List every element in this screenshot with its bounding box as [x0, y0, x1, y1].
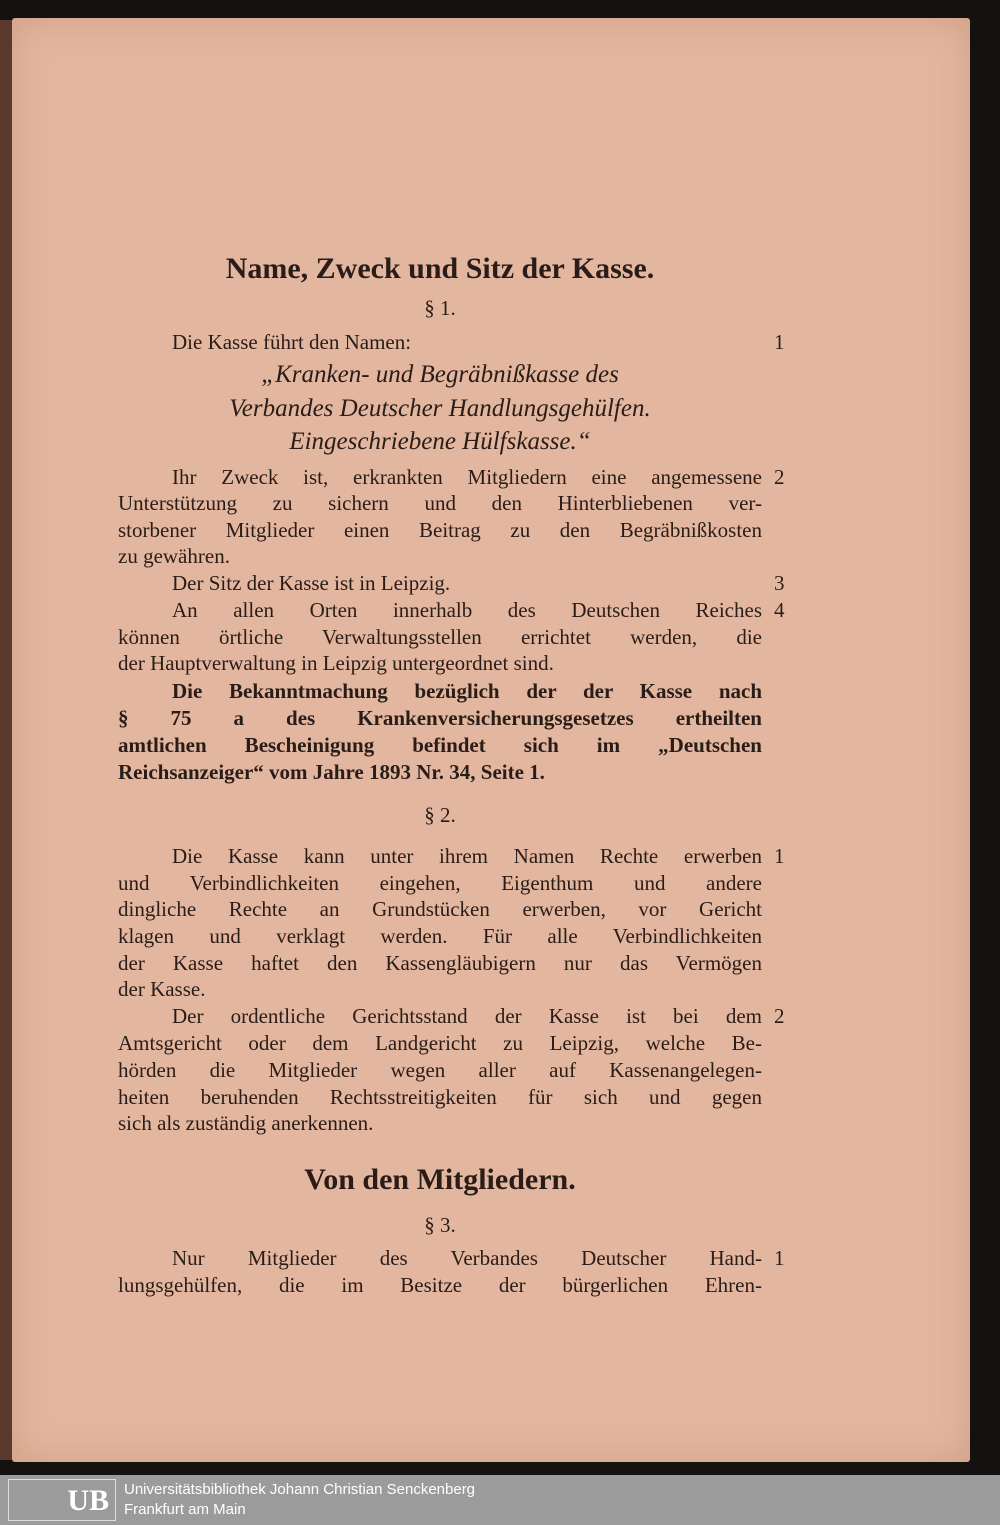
paragraph-number: § 2. [424, 803, 456, 827]
text-line: Der ordentliche Gerichtsstand der Kasse ist bei dem [172, 1004, 762, 1028]
text-line: der Hauptverwaltung in Leipzig untergeordnet sind. [118, 651, 554, 675]
section-heading: Von den Mitgliedern. [304, 1163, 576, 1196]
margin-number: 4 [774, 598, 785, 622]
text-line: Die Kasse führt den Namen: [172, 330, 412, 354]
text-line: Ihr Zweck ist, erkrankten Mitgliedern eine angemessene [172, 465, 762, 489]
text-line: Nur Mitglieder des Verbandes Deutscher Hand- [172, 1246, 762, 1270]
text-line: An allen Orten innerhalb des Deutschen Reiches [172, 598, 762, 622]
text-line: heiten beruhenden Rechtsstreitigkeiten für sich und gegen [118, 1085, 762, 1109]
text-line: zu gewähren. [118, 544, 230, 568]
text-line: § 75 a des Krankenversicherungsgesetzes ertheilten [118, 706, 762, 730]
margin-number: 1 [774, 844, 785, 868]
ub-logo: UB [8, 1479, 116, 1521]
text-line: und Verbindlichkeiten eingehen, Eigenthum und andere [118, 871, 762, 895]
margin-number: 1 [774, 1246, 785, 1270]
library-name: Universitätsbibliothek Johann Christian Senckenberg [124, 1481, 476, 1498]
text-line: Der Sitz der Kasse ist in Leipzig. [172, 571, 451, 595]
section-heading: Name, Zweck und Sitz der Kasse. [225, 252, 655, 285]
text-line: lungsgehülfen, die im Besitze der bürgerlichen Ehren- [118, 1273, 762, 1297]
paragraph-number: § 1. [424, 296, 456, 320]
text-line: Amtsgericht oder dem Landgericht zu Leipzig, welche Be- [118, 1031, 762, 1055]
text-line: Reichsanzeiger“ vom Jahre 1893 Nr. 34, Seite 1. [118, 760, 545, 784]
text-line: amtlichen Bescheinigung befindet sich im „Deutschen [118, 733, 762, 757]
text-line: der Kasse haftet den Kassengläubigern nur das Vermögen [118, 951, 762, 975]
margin-number: 2 [774, 465, 785, 489]
text-line: Eingeschriebene Hülfskasse.“ [289, 428, 591, 455]
text-line: Die Kasse kann unter ihrem Namen Rechte erwerben [172, 844, 762, 868]
text-line: „Kranken- und Begräbnißkasse des [261, 361, 619, 388]
text-line: der Kasse. [118, 977, 206, 1001]
text-line: sich als zuständig anerkennen. [118, 1111, 374, 1135]
text-line: dingliche Rechte an Grundstücken erwerben, vor Gericht [118, 897, 762, 921]
text-line: können örtliche Verwaltungsstellen errichtet werden, die [118, 625, 762, 649]
book-spine [0, 20, 12, 1460]
margin-number: 2 [774, 1004, 785, 1028]
margin-number: 1 [774, 330, 785, 354]
text-line: Die Bekanntmachung bezüglich der der Kasse nach [172, 679, 762, 703]
margin-number: 3 [774, 571, 785, 595]
text-line: storbener Mitglieder einen Beitrag zu den Begräbnißkosten [118, 518, 762, 542]
paragraph-number: § 3. [424, 1213, 456, 1237]
text-line: Verbandes Deutscher Handlungsgehülfen. [229, 395, 651, 422]
text-line: klagen und verklagt werden. Für alle Verbindlichkeiten [118, 924, 762, 948]
library-footer [0, 1475, 1000, 1525]
library-city: Frankfurt am Main [124, 1501, 246, 1518]
text-line: Unterstützung zu sichern und den Hinterbliebenen ver- [118, 491, 762, 515]
text-line: hörden die Mitglieder wegen aller auf Kassenangelegen- [118, 1058, 762, 1082]
